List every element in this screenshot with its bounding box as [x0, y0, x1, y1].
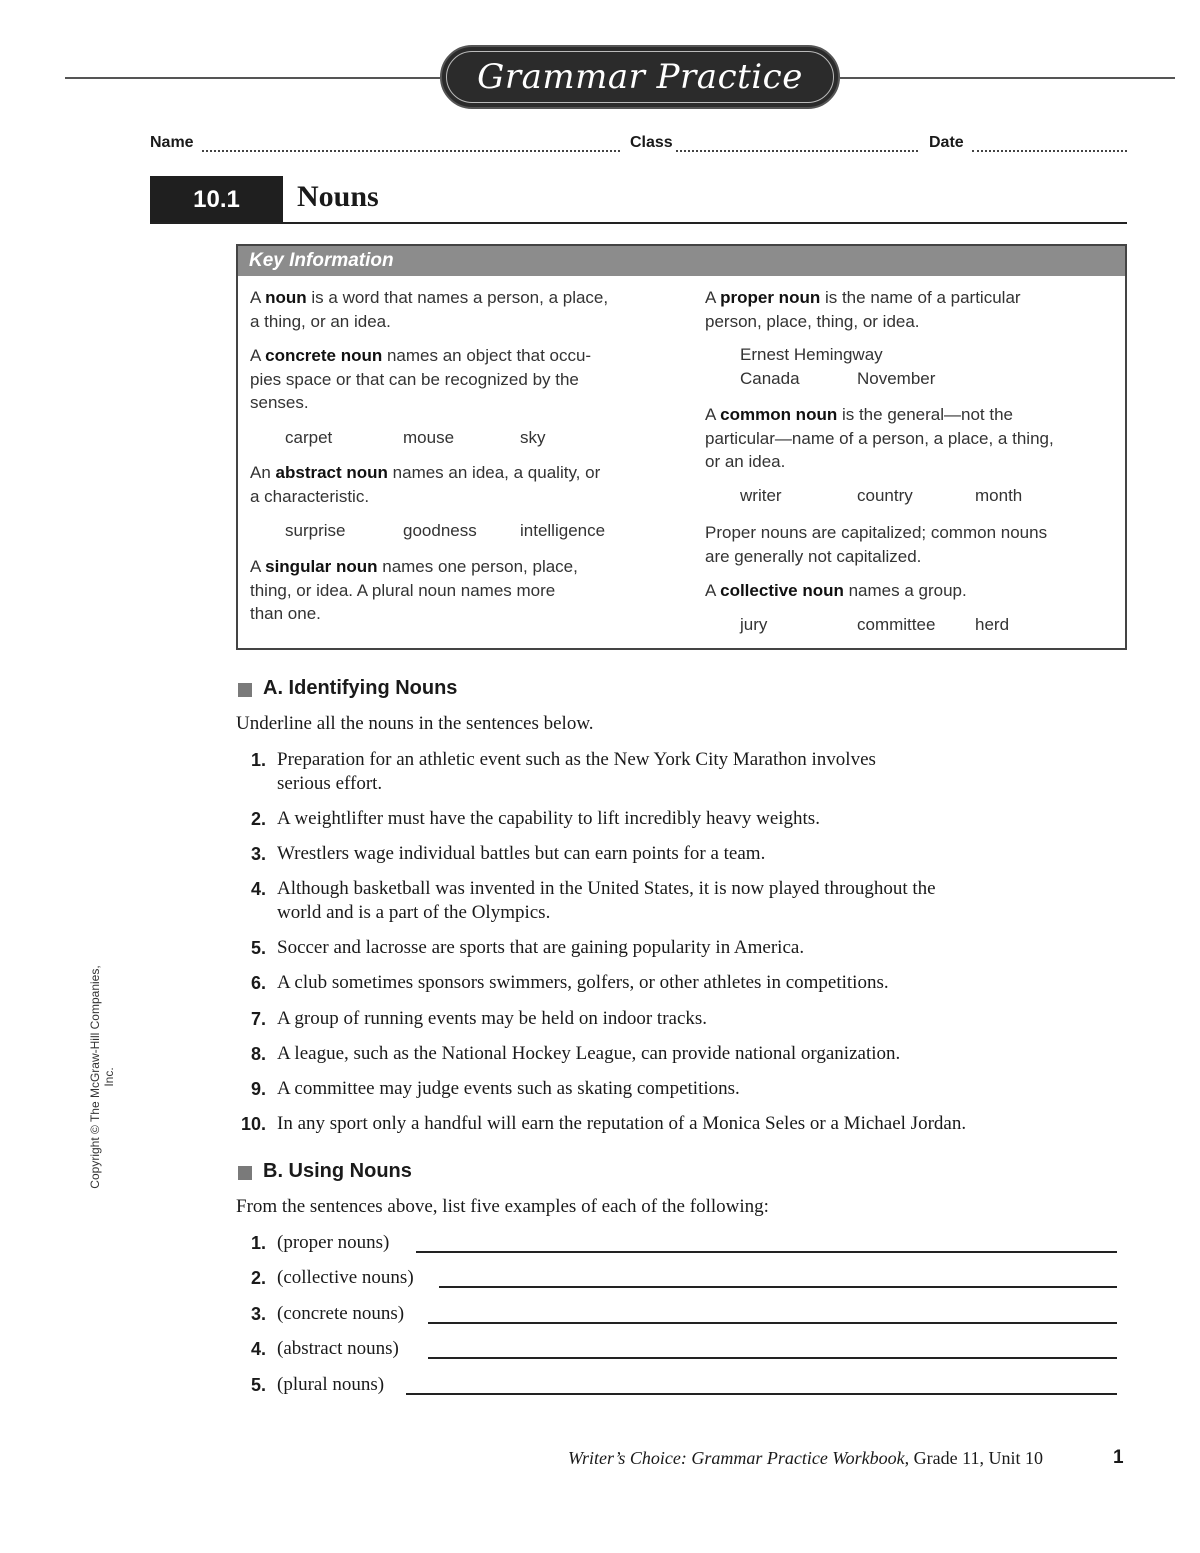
- date-field[interactable]: [972, 138, 1127, 152]
- example-word: surprise: [285, 521, 346, 540]
- key-information-heading: Key Information: [238, 246, 1125, 276]
- answer-line-proper-nouns[interactable]: [416, 1251, 1117, 1253]
- item-number: 8.: [250, 1044, 266, 1064]
- example-word: jury: [740, 615, 768, 634]
- part-b-heading: B. Using Nouns: [263, 1160, 412, 1182]
- item-number: 4.: [250, 879, 266, 899]
- example-word: sky: [520, 428, 546, 447]
- item-number: 7.: [250, 1009, 266, 1029]
- item-number: 2.: [250, 1268, 266, 1288]
- sentence: A club sometimes sponsors swimmers, golfers, or other athletes in competitions.: [277, 972, 889, 993]
- answer-line-plural-nouns[interactable]: [406, 1393, 1117, 1395]
- copyright-notice: Copyright © The McGraw-Hill Companies, Inc.: [88, 965, 116, 1189]
- name-label: Name: [150, 134, 194, 151]
- blank-label: (plural nouns): [277, 1374, 385, 1395]
- item-number: 4.: [250, 1339, 266, 1359]
- item-number: 10.: [240, 1114, 266, 1134]
- sentence: A group of running events may be held on indoor tracks.: [277, 1008, 708, 1029]
- section-title: Nouns: [297, 180, 379, 213]
- item-number: 1.: [250, 1233, 266, 1253]
- date-label: Date: [929, 134, 964, 151]
- item-number: 6.: [250, 973, 266, 993]
- example-word: carpet: [285, 428, 333, 447]
- sentence: A weightlifter must have the capability to lift incredibly heavy weights.: [277, 808, 820, 829]
- singular-noun-definition: A singular noun names one person, place, thing, or idea. A plural noun names more than one.: [250, 557, 578, 623]
- item-number: 9.: [250, 1079, 266, 1099]
- proper-noun-definition: A proper noun is the name of a particular person, place, thing, or idea.: [705, 288, 1021, 331]
- header-rule-left: [65, 77, 440, 79]
- example-word: committee: [857, 615, 936, 634]
- sentence: In any sport only a handful will earn the reputation of a Monica Seles or a Michael Jordan.: [277, 1113, 967, 1134]
- collective-noun-definition: A collective noun names a group.: [705, 581, 967, 600]
- item-number: 5.: [250, 938, 266, 958]
- example-word: mouse: [403, 428, 455, 447]
- sentence: Although basketball was invented in the United States, it is now played throughout the world and is a part of the Olympics.: [277, 878, 936, 923]
- example-word: intelligence: [520, 521, 606, 540]
- section-number: 10.1: [150, 176, 283, 223]
- capitalization-note: Proper nouns are capitalized; common nouns are generally not capitalized.: [705, 523, 1048, 566]
- sentence: Preparation for an athletic event such as the New York City Marathon involves serious effort.: [277, 749, 876, 794]
- blank-label: (proper nouns): [277, 1232, 390, 1253]
- class-field[interactable]: [676, 138, 918, 152]
- blank-label: (abstract nouns): [277, 1338, 399, 1359]
- part-b-instruction: From the sentences above, list five examples of each of the following:: [236, 1196, 769, 1217]
- blank-label: (collective nouns): [277, 1267, 414, 1288]
- answer-line-abstract-nouns[interactable]: [428, 1357, 1117, 1359]
- class-label: Class: [630, 134, 673, 151]
- noun-definition: A noun is a word that names a person, a place, a thing, or an idea.: [250, 288, 609, 331]
- example-word: Canada: [740, 369, 800, 388]
- item-number: 3.: [250, 844, 266, 864]
- example-word: goodness: [403, 521, 477, 540]
- section-rule: [150, 222, 1127, 224]
- header-banner: [440, 45, 840, 109]
- name-field[interactable]: [202, 138, 620, 152]
- item-number: 1.: [250, 750, 266, 770]
- page-number: 1: [1113, 1447, 1124, 1468]
- item-number: 5.: [250, 1375, 266, 1395]
- example-word: November: [857, 369, 936, 388]
- header-rule-right: [840, 77, 1175, 79]
- answer-line-collective-nouns[interactable]: [439, 1286, 1117, 1288]
- example-word: country: [857, 486, 913, 505]
- item-number: 2.: [250, 809, 266, 829]
- item-number: 3.: [250, 1304, 266, 1324]
- sentence: A league, such as the National Hockey League, can provide national organization.: [277, 1043, 901, 1064]
- example-word: month: [975, 486, 1023, 505]
- example-word: herd: [975, 615, 1010, 634]
- example-word: Ernest Hemingway: [740, 345, 883, 364]
- concrete-noun-definition: A concrete noun names an object that occu- pies space or that can be recognized by the senses.: [250, 346, 592, 412]
- footer-citation: Writer’s Choice: Grammar Practice Workbook, Grade 11, Unit 10: [568, 1448, 1043, 1468]
- abstract-noun-definition: An abstract noun names an idea, a quality, or a characteristic.: [250, 463, 601, 506]
- common-noun-definition: A common noun is the general—not the particular—name of a person, a place, a thing, or an idea.: [705, 405, 1054, 471]
- part-a-instruction: Underline all the nouns in the sentences below.: [236, 713, 594, 734]
- square-bullet-icon: [238, 1166, 252, 1180]
- answer-line-concrete-nouns[interactable]: [428, 1322, 1117, 1324]
- sentence: Wrestlers wage individual battles but can earn points for a team.: [277, 843, 766, 864]
- sentence: Soccer and lacrosse are sports that are gaining popularity in America.: [277, 937, 805, 958]
- banner-title: Grammar Practice: [477, 57, 803, 97]
- part-a-heading: A. Identifying Nouns: [263, 677, 458, 699]
- example-word: writer: [740, 486, 782, 505]
- square-bullet-icon: [238, 683, 252, 697]
- sentence: A committee may judge events such as skating competitions.: [277, 1078, 740, 1099]
- blank-label: (concrete nouns): [277, 1303, 405, 1324]
